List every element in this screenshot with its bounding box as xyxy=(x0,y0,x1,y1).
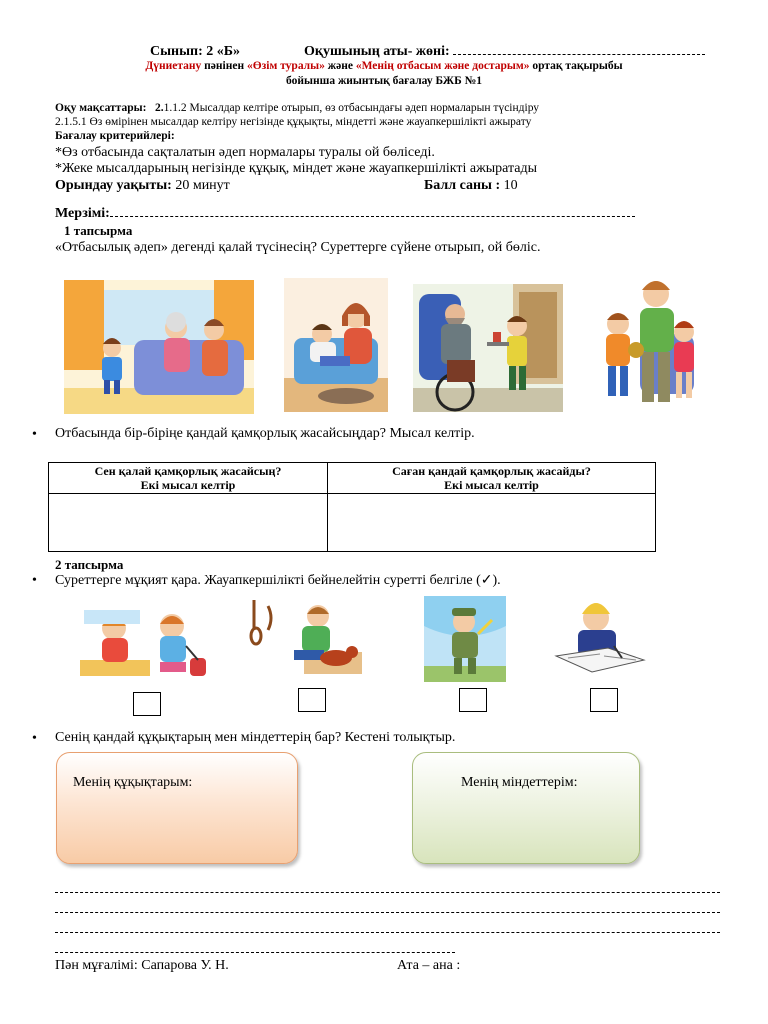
care-table-header-row xyxy=(49,463,656,494)
task2-title: 2 тапсырма xyxy=(55,557,124,572)
bullet-dot: • xyxy=(32,731,37,746)
time-info xyxy=(55,178,230,194)
score-label: Балл саны : xyxy=(424,178,501,193)
goal1-text: 1.1.2 Мысалдар келтіре отырып, өз отбасындағы әдеп нормаларын түсіндіру xyxy=(163,102,540,114)
header-you-line2: Екі мысал келтір xyxy=(140,478,236,492)
criteria-label: Бағалау критерийлері: xyxy=(55,130,175,142)
family-reading-illustration xyxy=(64,280,254,414)
my-duties-panel[interactable] xyxy=(412,752,640,864)
goals-label: Оқу мақсаттары: xyxy=(55,102,147,114)
care-table xyxy=(48,462,656,552)
time-label: Орындау уақыты: xyxy=(55,178,172,193)
care-table-header-others xyxy=(328,463,656,494)
criterion-2: *Жеке мысалдарының негізінде құқық, міндет және жауапкершілікті ажыратады xyxy=(55,161,538,176)
care-table-answer-row xyxy=(49,494,656,552)
time-value: 20 минут xyxy=(171,178,230,193)
my-duties-label: Менің міндеттерім: xyxy=(461,775,578,790)
header-you-line1: Сен қалай қамқорлық жасайсың? xyxy=(94,464,282,478)
header-others-line2: Екі мысал келтір xyxy=(444,478,539,492)
subject-text-1: пәнінен xyxy=(201,60,247,72)
task1-question: «Отбасылық әдеп» дегенді қалай түсінесің? Суреттерге сүйене отырып, ой бөліс. xyxy=(55,240,541,255)
class-label: Сынып: 2 «Б» xyxy=(150,44,241,59)
bullet-dot: • xyxy=(32,573,37,588)
bullet-dot: • xyxy=(32,427,37,442)
care-question: Отбасында бір-біріңе қандай қамқорлық жасайсыңдар? Мысал келтір. xyxy=(55,426,475,441)
children-cleaning-illustration xyxy=(76,604,214,686)
care-table-header-you xyxy=(49,463,328,494)
parent-signature: Ата – ана : xyxy=(397,958,461,973)
task1-title: 1 тапсырма xyxy=(64,223,133,238)
my-rights-label: Менің құқықтарым: xyxy=(73,775,193,790)
deadline-blank[interactable] xyxy=(110,207,635,217)
answer-line-3[interactable] xyxy=(55,932,720,933)
assessment-title: бойынша жиынтық бағалау БЖБ №1 xyxy=(286,75,482,87)
deadline-row xyxy=(55,206,635,222)
answer-line-2[interactable] xyxy=(55,912,720,913)
rights-question: Сенің қандай құқықтарың мен міндеттерің бар? Кестені толықтыр. xyxy=(55,730,456,745)
child-soldier-illustration xyxy=(424,596,506,682)
subject-name: Дүниетану xyxy=(145,60,202,72)
my-rights-panel[interactable] xyxy=(56,752,298,864)
subject-text-2: және xyxy=(324,60,356,72)
learning-goals xyxy=(55,102,539,114)
score-value: 10 xyxy=(500,178,518,193)
boy-helping-grandfather-illustration xyxy=(413,284,563,412)
score-info xyxy=(424,178,518,194)
answer-checkbox-2[interactable] xyxy=(298,688,326,712)
answer-checkbox-3[interactable] xyxy=(459,688,487,712)
section-name-2: «Менің отбасым және достарым» xyxy=(355,60,530,72)
subject-line xyxy=(0,60,768,72)
answer-line-4[interactable] xyxy=(55,952,455,953)
goal2-text: 2.1.5.1 Өз өмірінен мысалдар келтіру негізінде құқықты, міндетті және жауапкершілікті ажырату xyxy=(55,116,532,128)
student-name-text: Оқушының аты- жөні: xyxy=(304,44,450,59)
criterion-1: *Өз отбасында сақталатын әдеп нормалары туралы ой бөліседі. xyxy=(55,145,435,160)
care-answer-you-cell[interactable] xyxy=(49,494,328,552)
mother-child-illustration xyxy=(284,278,388,412)
answer-line-1[interactable] xyxy=(55,892,720,893)
subject-text-3: ортақ тақырыбы xyxy=(529,60,623,72)
header-others-line1: Саған қандай қамқорлық жасайды? xyxy=(392,464,591,478)
father-with-children-illustration xyxy=(592,276,704,410)
teacher-signature: Пән мұғалімі: Сапарова У. Н. xyxy=(55,958,229,973)
deadline-label: Мерзімі: xyxy=(55,206,110,221)
student-name-label xyxy=(304,44,705,60)
boy-with-dog-illustration xyxy=(244,600,362,680)
goal1-code: 2. xyxy=(155,102,164,114)
care-answer-others-cell[interactable] xyxy=(328,494,656,552)
answer-checkbox-1[interactable] xyxy=(133,692,161,716)
section-name-1: «Өзім туралы» xyxy=(246,60,325,72)
answer-checkbox-4[interactable] xyxy=(590,688,618,712)
task2-instruction: Суреттерге мұқият қара. Жауапкершілікті бейнелейтін суретті белгіле (✓). xyxy=(55,573,501,588)
boy-doing-homework-illustration xyxy=(548,596,648,682)
student-name-blank[interactable] xyxy=(453,45,705,55)
